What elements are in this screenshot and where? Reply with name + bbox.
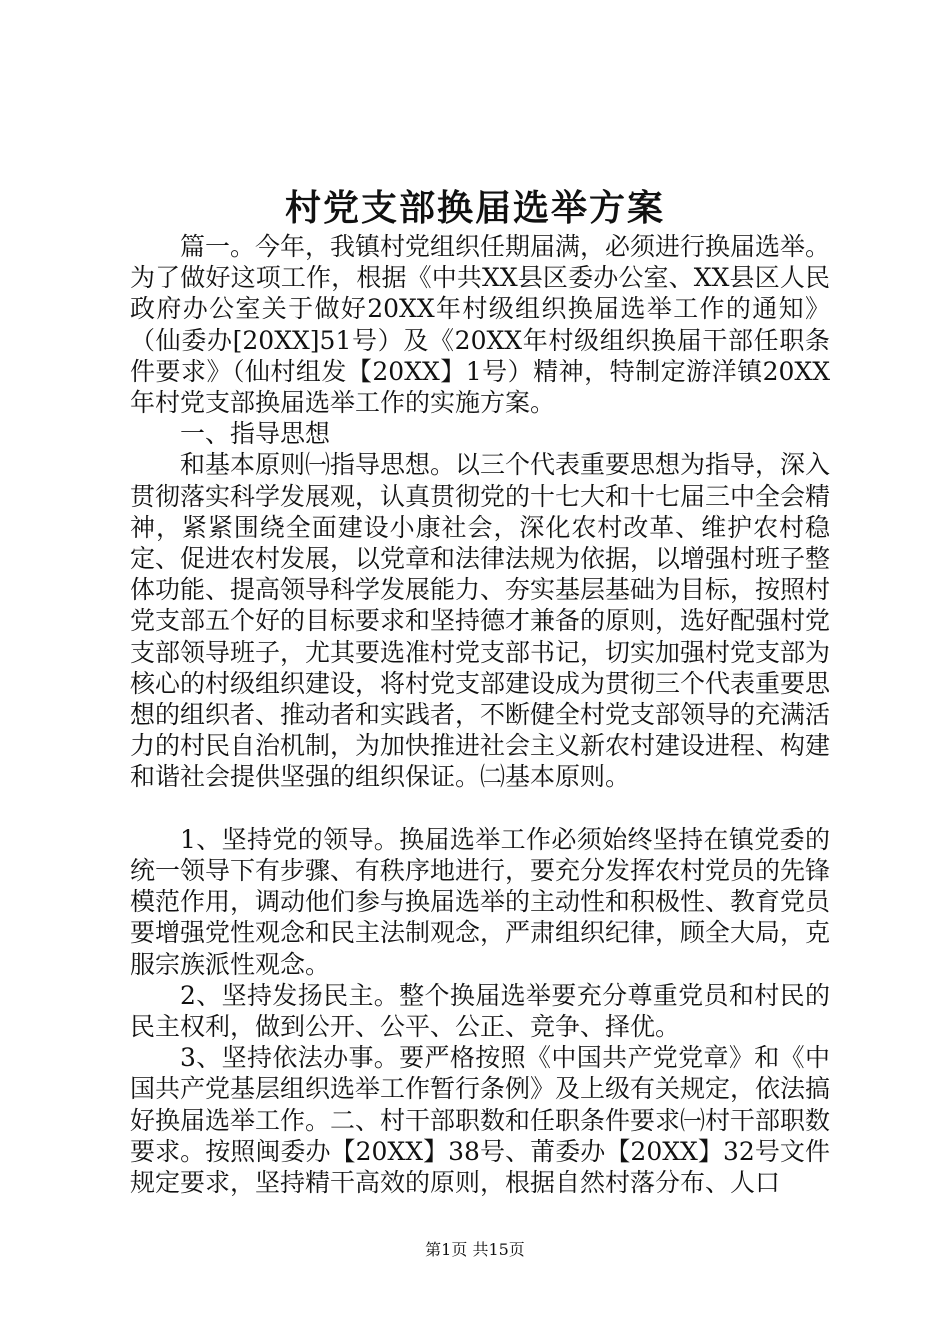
- section-heading-guiding-ideology: 一、指导思想: [180, 419, 331, 449]
- paragraph-principle-2: 2、坚持发扬民主。整个换届选举要充分尊重党员和村民的民主权利，做到公开、公平、公正、竞争、择优。: [130, 980, 830, 1042]
- paragraph-principle-3: 3、坚持依法办事。要严格按照《中国共产党党章》和《中国共产党基层组织选举工作暂行条例》及上级有关规定，依法搞好换届选举工作。二、村干部职数和任职条件要求㈠村干部职数要求。按照闽委办【20XX】38号、莆委办【20XX】32号文件规定要求，坚持精干高效的原则，根据自然村落分布、人口: [130, 1043, 831, 1198]
- paragraph-guiding-ideology: 和基本原则㈠指导思想。以三个代表重要思想为指导，深入贯彻落实科学发展观，认真贯彻党的十七大和十七届三中全会精神，紧紧围绕全面建设小康社会，深化农村改革、维护农村稳定、促进农村发展，以党章和法律法规为依据，以增强村班子整体功能、提高领导科学发展能力、夯实基层基础为目标，按照村党支部五个好的目标要求和坚持德才兼备的原则，选好配强村党支部领导班子，尤其要选准村党支部书记，切实加强村党支部为核心的村级组织建设，将村党支部建设成为贯彻三个代表重要思想的组织者、推动者和实践者，不断健全村党支部领导的充满活力的村民自治机制，为加快推进社会主义新农村建设进程、构建和谐社会提供坚强的组织保证。㈡基本原则。: [130, 450, 831, 792]
- page-number-footer: 第1页 共15页: [425, 1240, 525, 1259]
- document-body: [130, 231, 830, 1198]
- document-title: 村党支部换届选举方案: [284, 187, 665, 229]
- paragraph-spacer: [130, 793, 830, 824]
- paragraph-principle-1: 1、坚持党的领导。换届选举工作必须始终坚持在镇党委的统一领导下有步骤、有秩序地进行，要充分发挥农村党员的先锋模范作用，调动他们参与换届选举的主动性和积极性、教育党员要增强党性观念和民主法制观念，严肃组织纪律，顾全大局，克服宗族派性观念。: [130, 824, 831, 979]
- paragraph-intro: 篇一。今年，我镇村党组织任期届满，必须进行换届选举。为了做好这项工作，根据《中共XX县区委办公室、XX县区人民政府办公室关于做好20XX年村级组织换届选举工作的通知》（仙委办[20XX]51号）及《20XX年村级组织换届干部任职条件要求》（仙村组发【20XX】1号）精神，特制定游洋镇20XX年村党支部换届选举工作的实施方案。: [130, 232, 831, 418]
